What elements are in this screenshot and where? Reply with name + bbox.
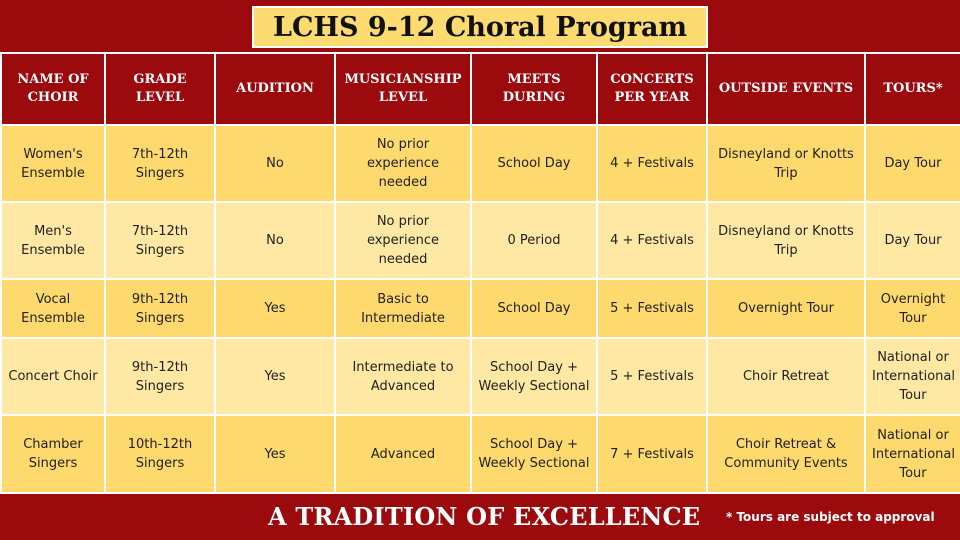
table-row [1,338,960,415]
header-name-of-choir: NAME OF CHOIR [1,53,105,125]
cell-meets-during: School Day [471,125,597,202]
tours-footnote: * Tours are subject to approval [726,510,935,524]
cell-musicianship: No prior experience needed [335,202,471,279]
cell-musicianship: Advanced [335,415,471,493]
header-audition: AUDITION [215,53,335,125]
header-concerts-per-year: CONCERTS PER YEAR [597,53,707,125]
motto-text: A TRADITION OF EXCELLENCE [268,502,701,531]
cell-choir-name: Vocal Ensemble [1,279,105,338]
cell-meets-during: 0 Period [471,202,597,279]
cell-choir-name: Men's Ensemble [1,202,105,279]
cell-audition: Yes [215,279,335,338]
table-row [1,279,960,338]
cell-choir-name: Chamber Singers [1,415,105,493]
cell-musicianship: Basic to Intermediate [335,279,471,338]
cell-grade-level: 10th-12th Singers [105,415,215,493]
cell-tours: Day Tour [865,125,960,202]
cell-outside-events: Disneyland or Knotts Trip [707,125,865,202]
cell-grade-level: 9th-12th Singers [105,338,215,415]
header-outside-events: OUTSIDE EVENTS [707,53,865,125]
cell-choir-name: Women's Ensemble [1,125,105,202]
cell-grade-level: 7th-12th Singers [105,125,215,202]
cell-concerts: 5 + Festivals [597,338,707,415]
table-row [1,125,960,202]
cell-choir-name: Concert Choir [1,338,105,415]
header-grade-level: GRADE LEVEL [105,53,215,125]
cell-meets-during: School Day [471,279,597,338]
header-tours: TOURS* [865,53,960,125]
cell-meets-during: School Day + Weekly Sectional [471,415,597,493]
header-meets-during: MEETS DURING [471,53,597,125]
cell-tours: National or International Tour [865,338,960,415]
table-row [1,415,960,493]
cell-grade-level: 7th-12th Singers [105,202,215,279]
cell-musicianship: No prior experience needed [335,125,471,202]
cell-grade-level: 9th-12th Singers [105,279,215,338]
cell-audition: Yes [215,415,335,493]
cell-outside-events: Disneyland or Knotts Trip [707,202,865,279]
header-musicianship-level: MUSICIANSHIP LEVEL [335,53,471,125]
cell-outside-events: Choir Retreat & Community Events [707,415,865,493]
table-row [1,202,960,279]
cell-outside-events: Overnight Tour [707,279,865,338]
cell-concerts: 5 + Festivals [597,279,707,338]
cell-tours: Day Tour [865,202,960,279]
table-header-row [1,53,960,125]
cell-outside-events: Choir Retreat [707,338,865,415]
cell-concerts: 4 + Festivals [597,202,707,279]
cell-audition: No [215,202,335,279]
cell-audition: No [215,125,335,202]
cell-tours: Overnight Tour [865,279,960,338]
page-title: LCHS 9-12 Choral Program [252,6,708,48]
cell-audition: Yes [215,338,335,415]
cell-tours: National or International Tour [865,415,960,493]
cell-concerts: 7 + Festivals [597,415,707,493]
cell-musicianship: Intermediate to Advanced [335,338,471,415]
cell-concerts: 4 + Festivals [597,125,707,202]
choir-table [0,52,960,494]
cell-meets-during: School Day + Weekly Sectional [471,338,597,415]
